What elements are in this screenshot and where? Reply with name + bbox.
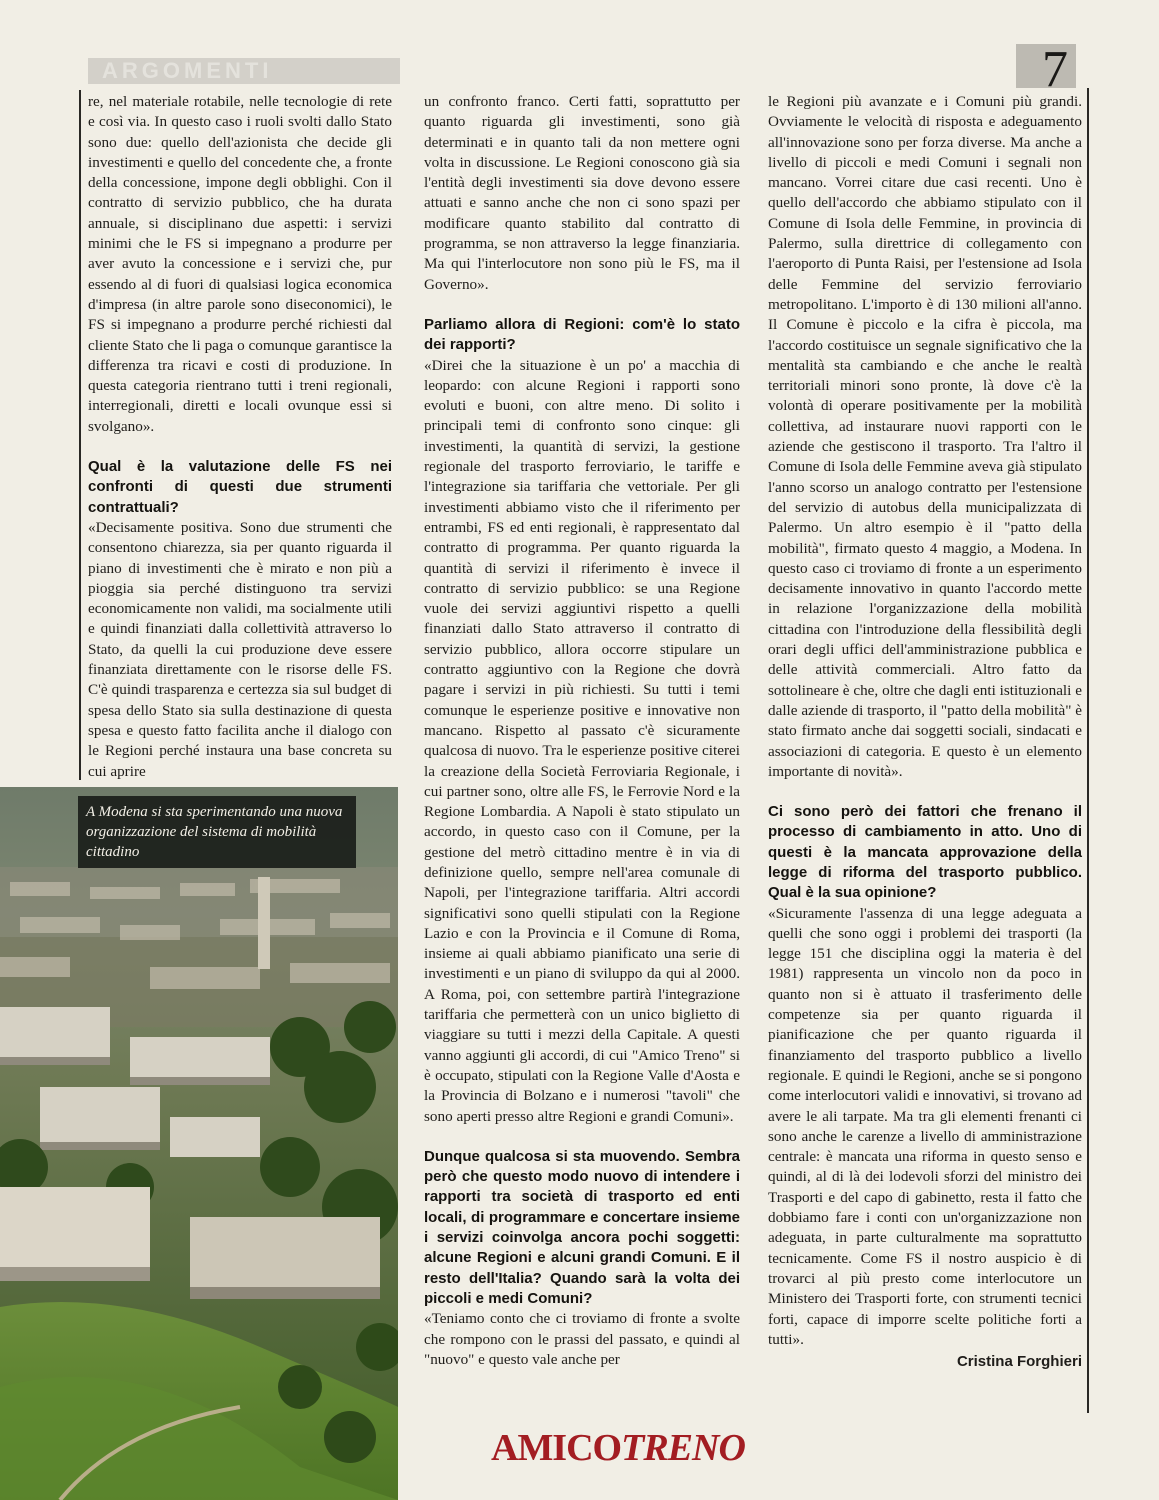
section-label: ARGOMENTI	[102, 58, 273, 83]
author-byline: Cristina Forghieri	[956, 1353, 1082, 1371]
column-3	[768, 92, 1082, 1372]
caption-text: A Modena si sta sperimentando una nuova organizzazione del sistema di mobilità cittadino	[86, 804, 343, 860]
column3-rule	[1087, 88, 1089, 1413]
amicotreno-logo	[491, 1426, 745, 1470]
photo-caption	[78, 796, 356, 868]
logo-part-amico: AMICO	[491, 1427, 622, 1469]
logo-part-treno: TRENO	[621, 1427, 745, 1469]
paragraph: re, nel materiale rotabile, nelle tecnologie di rete e così via. In questo caso i ruoli svolti dallo Stato sono due: quello dell'azionista che decide gli investimenti e quello del concedente che, a fronte della concessione, impone degli obblighi. Con il contratto di servizio pubblico, che ha durata annuale, si disciplinano due aspetti: i servizi minimi che le FS si impegnano a produrre per aver avuto la concessione e i servizi che, pur essendo al di fuori di qualsiasi logica economica d'impresa (in altre parole sono diseconomici), le FS si impegnano a produrre perché richiesti dal cliente Stato che li paga o comunque garantisce la differenza tra ricavi e costi di produzione. In questa categoria rientrano tutti i treni regionali, interregionali, diretti e locali ovunque essi si svolgano».	[88, 93, 392, 435]
question-heading: Qual è la valutazione delle FS nei confronti di questi due strumenti contrattuali?	[88, 458, 392, 516]
photo-illustration	[0, 787, 398, 1500]
question-heading: Parliamo allora di Regioni: com'è lo stato dei rapporti?	[424, 315, 740, 354]
column1-rule	[79, 90, 81, 780]
paragraph: «Decisamente positiva. Sono due strumenti che consentono chiarezza, sia per quanto riguarda il piano di investimenti che è mirato e non più a pioggia sia perché distinguono tra servizi economicamente non validi, ma socialmente utili e quindi finanziati dalla collettività attraverso lo Stato, da quelli la cui produzione deve essere finanziata direttamente con le risorse delle FS. C'è quindi trasparenza e certezza sia sul budget di spesa dello Stato sia sulla destinazione di questa spesa e questo fatto facilita anche il dialogo con le Regioni perché instaura una base concreta su cui aprire	[88, 518, 392, 780]
paragraph: «Teniamo conto che ci troviamo di fronte a svolte che rompono con le prassi del passato, e quindi al "nuovo" e questo vale anche per	[424, 1310, 740, 1368]
page-number-box	[1016, 41, 1076, 98]
paragraph: le Regioni più avanzate e i Comuni più grandi. Ovviamente le velocità di risposta e adeguamento all'innovazione sono per forza diverse. Ma anche a livello di piccoli e medi Comuni i segnali non mancano. Vorrei citare due casi recenti. Uno è quello dell'accordo che abbiamo stipulato con il Comune di Isola delle Femmine, in provincia di Palermo, sulla direttrice di collegamento con l'aeroporto di Punta Raisi, per l'estensione ad Isola delle Femmine del servizio ferroviario metropolitano. L'importo è di 130 milioni all'anno. Il Comune è piccolo e la cifra è piccola, ma l'accordo costituisce un segnale significativo che la mentalità sta cambiando e che anche le realtà territoriali minori sono pronte, là dove c'è la volontà di operare positivamente per la mobilità collettiva, ad instaurare nuovi rapporti con le aziende che gestiscono il trasporto. Tra l'altro il Comune di Isola delle Femmine aveva già stipulato l'anno scorso un analogo contratto per l'estensione del servizio di autobus della municipalizzata di Palermo. Un altro esempio è il "patto della mobilità", firmato questo 4 maggio, a Modena. In questo caso ci troviamo di fronte a un esperimento decisamente innovativo in quanto l'accordo mette in relazione l'organizzazione della mobilità cittadina con l'introduzione della flessibilità degli orari degli uffici dell'amministrazione pubblica e delle attività commerciali. Altro fatto da sottolineare è che, oltre che dagli enti istituzionali e dalle aziende di trasporto, il "patto della mobilità" è stato firmato anche dai soggetti sociali, sindacati e associazioni di categoria. E questo è un elemento importante di novità».	[768, 93, 1082, 780]
aerial-photo-modena	[0, 787, 398, 1500]
question-heading: Ci sono però dei fattori che frenano il processo di cambiamento in atto. Uno di questi è la mancata approvazione della legge di riforma del trasporto pubblico. Qual è la sua opinione?	[768, 803, 1082, 902]
section-header-band	[88, 58, 400, 84]
paragraph: «Direi che la situazione è un po' a macchia di leopardo: con alcune Regioni i rapporti sono evoluti e buoni, con altre meno. Di solito i principali temi di confronto sono cinque: gli investimenti, la quantità di servizi, la gestione regionale del trasporto ferroviario, le tariffe e l'integrazione sia tariffaria che vettoriale. Per gli investimenti abbiamo visto che il riferimento per entrambi, FS ed enti regionali, è rappresentato dal contratto di programma. Per quanto riguarda la quantità di servizi il riferimento è invece il contratto di servizio pubblico: se una Regione vuole dei servizi aggiuntivi rispetto a quelli finanziati dallo Stato attraverso il contratto di servizio pubblico, allora occorre stipulare un contratto aggiuntivo con la Regione che dovrà pagare i servizi in più richiesti. Su tutti i temi comunque le esperienze positive e innovative non mancano. Rispetto al passato c'è sicuramente qualcosa di nuovo. Tra le esperienze positive citerei la creazione della Società Ferroviaria Regionale, i cui partner sono, oltre alle FS, le Ferrovie Nord e la Regione Lombardia. A Napoli è stato stipulato un accordo, in questo caso con il Comune, per la gestione del metrò cittadino mentre è in via di definizione quello, sempre nell'area comunale di Napoli, per l'integrazione tariffaria. Altri accordi significativi sono quelli stipulati con la Regione Lazio e con la Provincia e il Comune di Roma, insieme ai quali abbiamo pianificato una serie di investimenti e un piano di sviluppo da qui al 2000. A Roma, poi, con settembre partirà l'integrazione tariffaria che permetterà con un unico biglietto di viaggiare su tutti i mezzi della Capitale. A questi vanno aggiunti gli accordi, di cui "Amico Treno" si è occupato, stipulati con la Regione Valle d'Aosta e la Provincia di Bolzano e i numerosi "tavoli" che sono aperti presso altre Regioni e grandi Comuni».	[424, 356, 740, 1125]
column-1	[88, 92, 392, 782]
question-heading: Dunque qualcosa si sta muovendo. Sembra però che questo modo nuovo di intendere i rapporti tra società di trasporto ed enti locali, di programmare e concertare insieme i servizi coinvolga ancora pochi soggetti: alcune Regioni e alcuni grandi Comuni. E il resto dell'Italia? Quando sarà la volta dei piccoli e medi Comuni?	[424, 1147, 740, 1307]
column-2	[424, 92, 740, 1370]
page-number: 7	[1042, 41, 1068, 98]
paragraph: «Sicuramente l'assenza di una legge adeguata a quelli che sono oggi i problemi dei trasporti (la legge 151 che disciplina oggi la materia è del 1981) rappresenta un vincolo non da poco in quanto non si è attuato il trasferimento delle competenze sia per quanto riguarda il pianificazione che per quanto riguarda il finanziamento del trasporto pubblico a livello regionale. E quindi le Regioni, anche se si pongono come interlocutori validi e innovativi, si trovano ad avere le ali tarpate. Ma tra gli elementi frenanti ci sono anche le carenze a livello di amministrazione centrale: è mancata una riforma in questo senso e quindi, al di là dei lodevoli sforzi del ministro dei Trasporti e del capo di gabinetto, resta il fatto che dobbiamo fare i conti con un'organizzazione non adeguata, in parte culturalmente ma soprattutto tecnicamente. Come FS il nostro auspicio è di trovarci al più presto come interlocutore un Ministero dei Trasporti forte, con strumenti tecnici forti, capace di imporre scelte politiche forti a tutti».	[768, 904, 1082, 1348]
paragraph: un confronto franco. Certi fatti, soprattutto per quanto riguarda gli investimenti, sono già determinati e in quanto tali da non mettere ogni volta in discussione. Le Regioni conoscono già sia l'entità degli investimenti sia dove devono essere attuati e sanno anche che non ci sono spazi per modificare quanto stabilito dal contratto di programma, se non attraverso la legge finanziaria. Ma qui l'interlocutore non sono più le FS, ma il Governo».	[424, 93, 740, 293]
